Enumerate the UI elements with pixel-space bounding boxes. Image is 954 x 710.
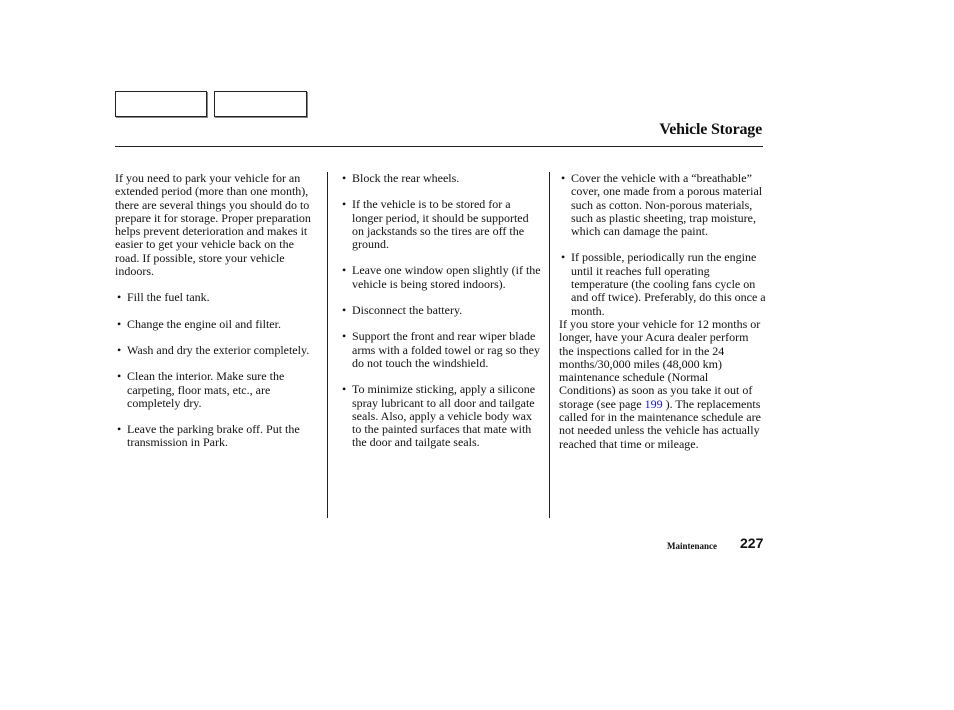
storage-steps-list [115, 291, 320, 449]
list-item: • To minimize sticking, apply a silicone spray lubricant to all door and tailgate seals. Also, apply a vehicle body wax to the painted surfaces that mate with the door and tailgate seals. [342, 382, 536, 450]
list-item: • Cover the vehicle with a “breathable” cover, one made from a porous material such as cotton. Non-porous materials, such as plastic sheeting, trap moisture, which can damage the paint. [561, 171, 763, 239]
bullet-icon: • [342, 263, 347, 278]
list-item: • Block the rear wheels. [342, 171, 460, 185]
storage-steps-list [559, 172, 766, 318]
list-item: • If the vehicle is to be stored for a longer period, it should be supported on jackstands so the tires are off the ground. [342, 197, 529, 252]
list-item: • Support the front and rear wiper blade arms with a folded towel or rag so they do not touch the windshield. [342, 329, 540, 370]
bullet-icon: • [342, 382, 347, 397]
list-item: • Clean the interior. Make sure the carpeting, floor mats, etc., are completely dry. [117, 369, 285, 410]
list-item: • Leave one window open slightly (if the vehicle is being stored indoors). [342, 263, 541, 291]
footer-section-name: Maintenance [667, 541, 717, 551]
bullet-icon: • [342, 197, 347, 212]
column-1 [115, 172, 320, 450]
bullet-icon: • [561, 171, 566, 185]
bullet-icon: • [117, 316, 122, 331]
bullet-icon: • [342, 171, 347, 185]
column-divider [327, 172, 328, 518]
intro-paragraph: If you need to park your vehicle for an extended period (more than one month), there are several things you should do to prepare it for storage. Proper preparation helps prevent deterioration and makes it easier to get your vehicle back on the road. If possible, store your vehicle indoors. [115, 171, 311, 279]
bullet-icon: • [117, 342, 122, 357]
title-rule [115, 146, 763, 147]
bullet-icon: • [561, 250, 566, 265]
table-of-contents-button[interactable] [214, 91, 307, 117]
list-item: • Leave the parking brake off. Put the transmission in Park. [117, 422, 300, 450]
page-number: 227 [740, 535, 764, 551]
storage-steps-list [340, 172, 542, 450]
column-divider [549, 172, 550, 518]
list-item: • Fill the fuel tank. [117, 290, 210, 305]
list-item: • If possible, periodically run the engine until it reaches full operating temperature (the cooling fans cycle on and off twice). Preferably, do this once a month. [561, 250, 766, 318]
column-3 [559, 172, 766, 451]
column-2 [340, 172, 542, 450]
long-term-storage-paragraph: If you store your vehicle for 12 months or longer, have your Acura dealer perform the inspections called for in the 24 months/30,000 miles (48,000 km) maintenance schedule (Normal Conditions) as soon as you take it out of storage (see page 199 ). The replacements called for in the maintenance schedule are not needed unless the vehicle has actually reached that time or mileage. [559, 316, 761, 451]
bullet-icon: • [342, 303, 347, 318]
list-item: • Disconnect the battery. [342, 303, 463, 318]
bullet-icon: • [342, 329, 347, 344]
bullet-icon: • [117, 290, 122, 305]
main-menu-button[interactable] [115, 91, 207, 117]
page-title: Vehicle Storage [659, 121, 762, 138]
bullet-icon: • [117, 422, 122, 437]
bullet-icon: • [117, 369, 122, 384]
list-item: • Wash and dry the exterior completely. [117, 342, 310, 357]
list-item: • Change the engine oil and filter. [117, 316, 281, 331]
page-reference-link[interactable]: 199 [644, 396, 663, 411]
